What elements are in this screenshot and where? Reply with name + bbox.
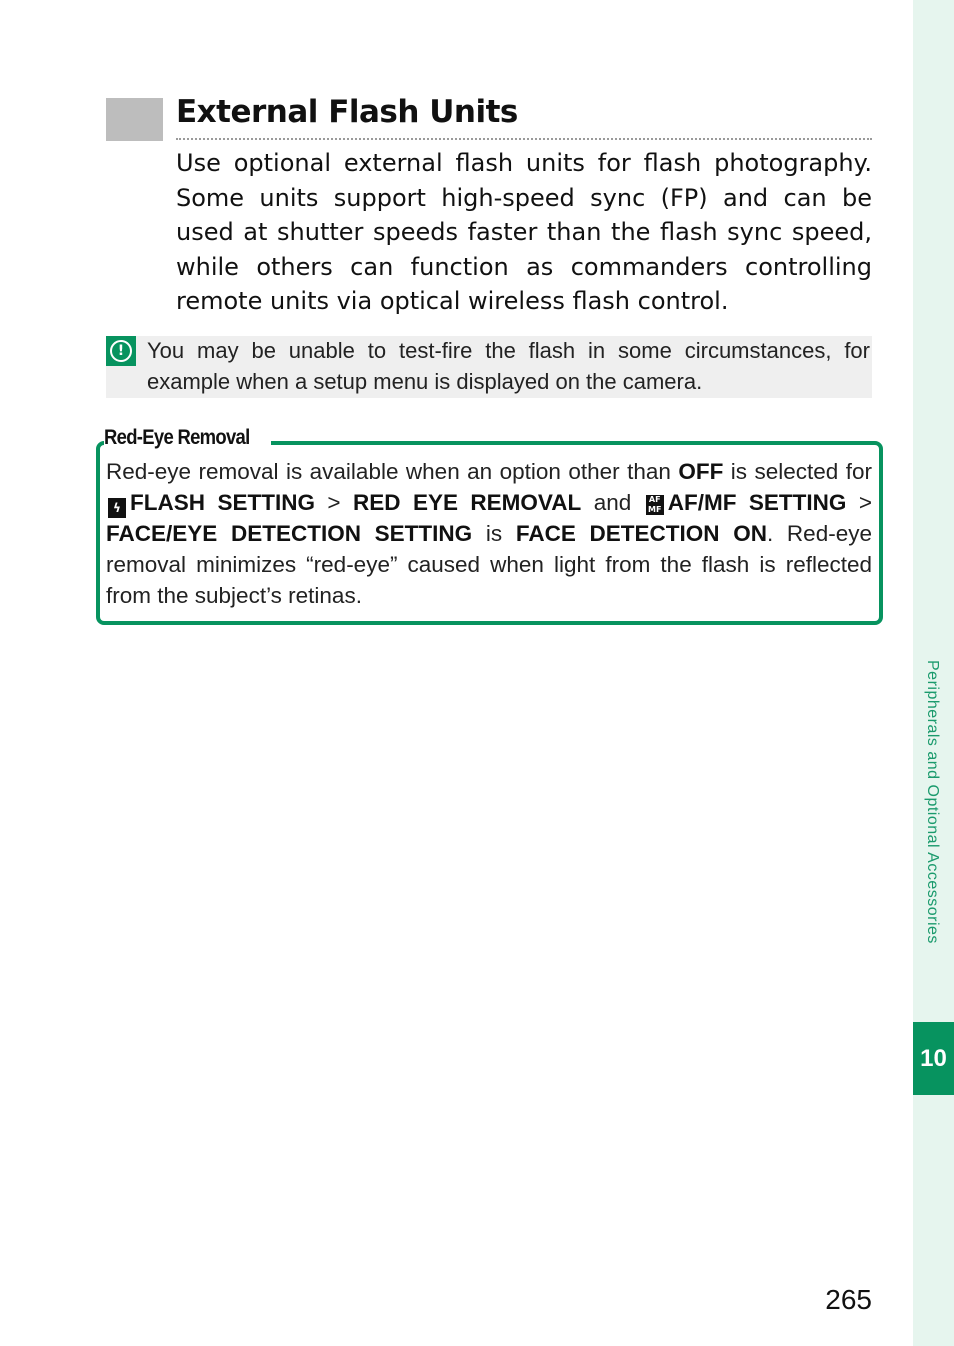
tip-text-part: is selected for: [723, 459, 872, 484]
tip-box-text: [106, 456, 872, 611]
tip-text-part: and: [581, 490, 644, 515]
tip-text-part: Red-eye removal is available when an option other than: [106, 459, 679, 484]
page-number: 265: [825, 1284, 872, 1315]
af-mf-icon: AF MF: [646, 495, 664, 515]
flash-icon: ϟ: [108, 498, 126, 518]
menu-red-eye-removal: RED EYE REMOVAL: [353, 490, 582, 515]
menu-face-eye-detection: FACE/EYE DETECTION SETTING: [106, 521, 473, 546]
section-label: Peripherals and Optional Accessories: [924, 660, 941, 944]
menu-separator: >: [846, 490, 872, 515]
menu-af-mf-setting: AF/MF SETTING: [667, 490, 847, 515]
heading-divider: [176, 138, 872, 140]
heading-marker: [106, 98, 163, 141]
caution-note-text: You may be unable to test-fire the flash in some circumstances, for example when a setup menu is displayed on the camera.: [147, 338, 870, 394]
tip-text-part: is: [472, 521, 516, 546]
page-title: External Flash Units: [176, 94, 518, 130]
chapter-tab[interactable]: 10: [913, 1022, 954, 1095]
tip-box-title-wrap: [104, 426, 271, 450]
option-face-detection-on: FACE DETECTION ON: [515, 521, 767, 546]
tip-box-title: Red-Eye Removal: [104, 426, 250, 449]
caution-icon: [106, 336, 136, 366]
caution-icon-glyph: !: [110, 340, 132, 362]
option-off: OFF: [678, 459, 724, 484]
intro-paragraph: Use optional external flash units for flash photography. Some units support high-speed sync (FP) and can be used at shutter speeds faster than the flash sync speed, while others can function as commanders controlling remote units via optical wireless flash control.: [176, 149, 872, 315]
menu-separator: >: [314, 490, 353, 515]
tip-text-part: . Red-eye removal minimizes “red-eye” caused when light from the flash is reflected from the subject’s retinas.: [106, 521, 872, 608]
menu-flash-setting: FLASH SETTING: [130, 490, 315, 515]
